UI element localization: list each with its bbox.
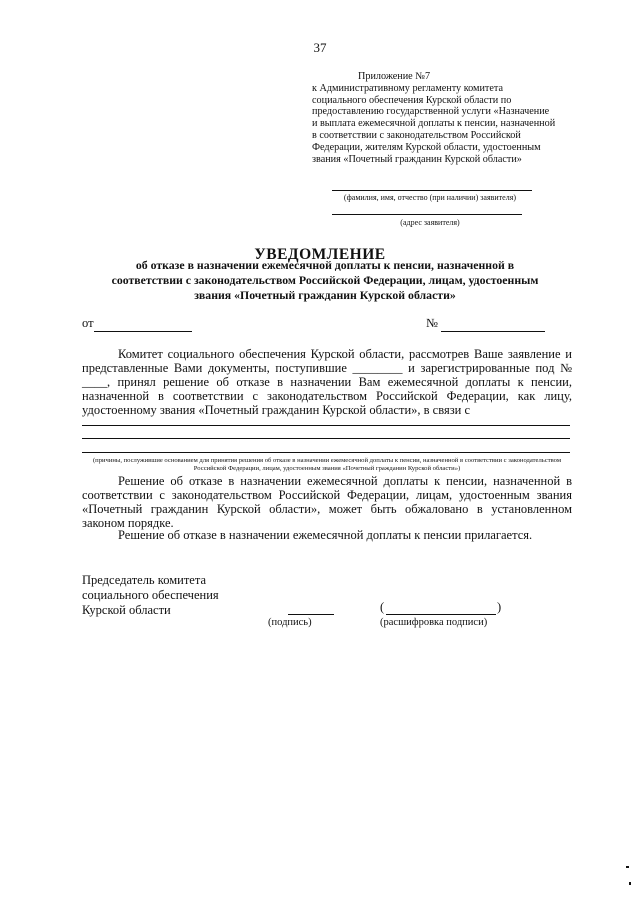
applicant-name-caption: (фамилия, имя, отчество (при наличии) заявителя)	[343, 193, 517, 202]
appendix-block	[312, 71, 582, 165]
page-number: 37	[313, 40, 327, 55]
reason-line[interactable]	[82, 452, 570, 453]
notice-title: УВЕДОМЛЕНИЕ	[254, 246, 386, 263]
number-field	[426, 316, 545, 332]
date-blank[interactable]	[94, 316, 192, 332]
decipher-close-paren: )	[497, 600, 502, 614]
appendix-heading: Приложение №7	[358, 71, 431, 82]
paragraph-decision	[82, 347, 572, 417]
signature-caption: (подпись)	[268, 617, 312, 628]
appendix-line: предоставлению государственной услуги «Назначение	[312, 106, 550, 118]
reason-line[interactable]	[82, 438, 570, 439]
notice-subtitle-line: соответствии с законодательством Российской Федерации, лицам, удостоенным	[111, 273, 539, 287]
scan-mark	[626, 866, 629, 868]
appendix-line: в соответствии с законодательством Российской	[312, 129, 521, 141]
applicant-name-line[interactable]	[332, 190, 532, 191]
decipher-open-paren: (	[380, 600, 385, 614]
notice-subtitle-line: об отказе в назначении ежемесячной доплаты к пенсии, назначенной в	[135, 258, 515, 272]
number-blank[interactable]	[441, 316, 545, 332]
scan-mark	[629, 882, 631, 885]
decipher-line[interactable]	[386, 614, 496, 615]
appendix-line: к Административному регламенту комитета	[312, 82, 504, 94]
appendix-line: звания «Почетный гражданин Курской области»	[312, 153, 522, 165]
paragraph-decision-text: Комитет социального обеспечения Курской области, рассмотрев Ваше заявление и представленные Вами документы, поступившие ________ и зарегистрированные под № ____, принял решение об отказе в назначении Вам ежемесячной доплаты к пенсии, назначенной в соответствии с законодательством Российской Федерации, как лицу, удостоенному звания «Почетный гражданин Курской области», в связи с	[82, 347, 572, 417]
paragraph-appeal	[82, 474, 572, 530]
date-label: от	[82, 316, 94, 330]
paragraph-attachment	[82, 528, 572, 542]
signer-line: социального обеспечения	[82, 588, 219, 602]
number-label: №	[426, 316, 438, 330]
signer-block	[82, 573, 219, 618]
decipher-caption: (расшифровка подписи)	[380, 617, 488, 628]
signer-line: Курской области	[82, 603, 171, 617]
notice-subtitle-line: звания «Почетный гражданин Курской области»	[194, 288, 456, 302]
notice-subtitle	[90, 258, 560, 303]
reason-line[interactable]	[82, 425, 570, 426]
appendix-line: социального обеспечения Курской области по	[312, 94, 512, 106]
applicant-address-caption: (адрес заявителя)	[400, 218, 460, 227]
appendix-line: и выплата ежемесячной доплаты к пенсии, назначенной	[312, 118, 556, 130]
paragraph-attachment-text: Решение об отказе в назначении ежемесячной доплаты к пенсии прилагается.	[118, 528, 533, 542]
paragraph-appeal-text: Решение об отказе в назначении ежемесячной доплаты к пенсии, назначенной в соответствии с законодательством Российской Федерации, лицам, удостоенным звания «Почетный гражданин Курской области», может быть обжаловано в установленном законом порядке.	[82, 474, 572, 530]
applicant-address-line[interactable]	[332, 214, 522, 215]
signature-line[interactable]	[288, 614, 334, 615]
date-field	[82, 316, 192, 332]
reason-caption: (причины, послужившие основанием для принятия решения об отказе в назначении ежемесячной доплаты к пенсии, назначенной в соответствии с законодательством Российской Федерации, лицам, удостоенным звания «Почетный гражданин Курской области»)	[92, 457, 561, 472]
appendix-line: Федерации, жителям Курской области, удостоенным	[312, 141, 541, 153]
signer-line: Председатель комитета	[82, 573, 206, 587]
